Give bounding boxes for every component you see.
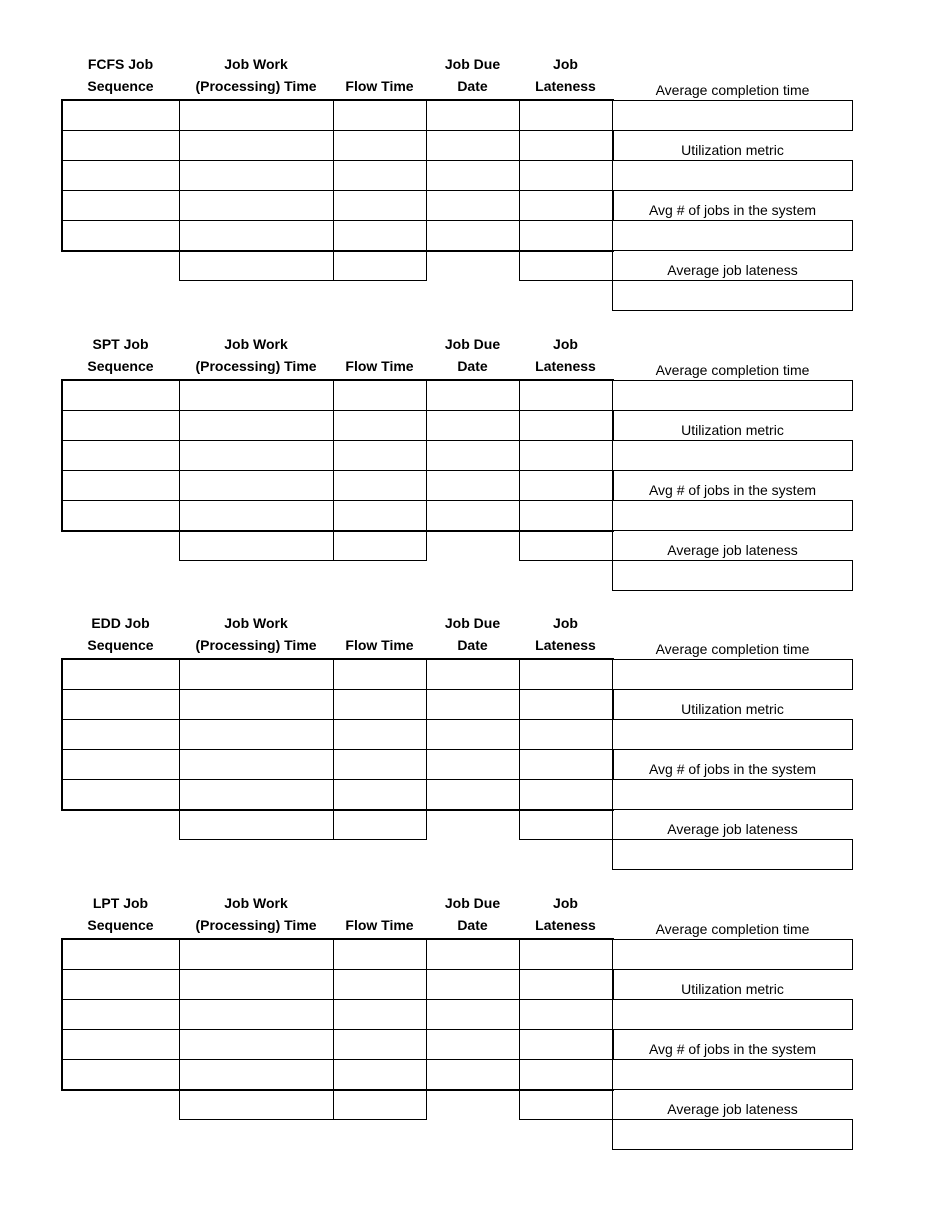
table-cell-lateness[interactable] [519, 410, 613, 441]
column-header-sequence [62, 892, 179, 936]
column-header-due-date [426, 612, 519, 656]
column-header-sequence [62, 333, 179, 377]
column-header-line: Sequence [87, 78, 154, 94]
utilization-metric-field[interactable] [612, 440, 853, 471]
column-header-line: Flow Time [345, 358, 414, 374]
average-completion-time-label: Average completion time [655, 362, 810, 378]
table-cell-work-time[interactable] [179, 659, 334, 690]
column-header-work-time [179, 612, 333, 656]
average-completion-time-field[interactable] [612, 939, 853, 970]
total-lateness-cell[interactable] [519, 1090, 613, 1120]
column-header-line: Flow Time [345, 78, 414, 94]
column-header-line: Job [553, 895, 578, 911]
table-cell-sequence[interactable] [62, 1059, 180, 1090]
table-cell-sequence[interactable] [62, 719, 180, 750]
table-cell-lateness[interactable] [519, 999, 613, 1030]
average-job-lateness-label: Average job lateness [667, 542, 798, 558]
column-header-line [333, 612, 426, 634]
table-cell-due-date[interactable] [426, 999, 520, 1030]
column-header-line: Lateness [535, 917, 596, 933]
table-cell-sequence[interactable] [62, 470, 180, 501]
table-cell-flow-time[interactable] [333, 749, 427, 780]
column-header-line [333, 892, 426, 914]
table-cell-due-date[interactable] [426, 1059, 520, 1090]
table-cell-due-date[interactable] [426, 1029, 520, 1060]
avg-jobs-in-system-field[interactable] [612, 779, 853, 810]
table-cell-work-time[interactable] [179, 779, 334, 810]
column-header-line: (Processing) Time [195, 358, 317, 374]
table-cell-lateness[interactable] [519, 969, 613, 1000]
table-cell-sequence[interactable] [62, 999, 180, 1030]
table-cell-sequence[interactable] [62, 779, 180, 810]
table-cell-sequence[interactable] [62, 380, 180, 411]
column-header-line: Lateness [535, 358, 596, 374]
average-completion-time-label: Average completion time [655, 921, 810, 937]
column-header-flow-time [333, 612, 426, 656]
table-cell-sequence[interactable] [62, 749, 180, 780]
utilization-metric-label: Utilization metric [681, 422, 784, 438]
table-cell-due-date[interactable] [426, 779, 520, 810]
table-cell-due-date[interactable] [426, 719, 520, 750]
table-cell-work-time[interactable] [179, 500, 334, 531]
average-completion-time-field[interactable] [612, 659, 853, 690]
table-cell-due-date[interactable] [426, 939, 520, 970]
total-work-time-cell[interactable] [179, 1090, 334, 1120]
table-cell-sequence[interactable] [62, 939, 180, 970]
column-header-flow-time [333, 333, 426, 377]
column-header-lateness [519, 612, 612, 656]
average-completion-time-field[interactable] [612, 380, 853, 411]
table-cell-lateness[interactable] [519, 719, 613, 750]
table-cell-sequence[interactable] [62, 689, 180, 720]
column-header-due-date [426, 333, 519, 377]
table-cell-work-time[interactable] [179, 969, 334, 1000]
table-cell-sequence[interactable] [62, 500, 180, 531]
utilization-metric-label: Utilization metric [681, 981, 784, 997]
table-cell-work-time[interactable] [179, 440, 334, 471]
avg-jobs-in-system-field[interactable] [612, 500, 853, 531]
average-completion-time-label: Average completion time [655, 641, 810, 657]
column-header-line: Flow Time [345, 917, 414, 933]
table-cell-lateness[interactable] [519, 380, 613, 411]
table-cell-lateness[interactable] [519, 689, 613, 720]
average-job-lateness-field[interactable] [612, 280, 853, 311]
table-cell-flow-time[interactable] [333, 999, 427, 1030]
table-cell-flow-time[interactable] [333, 410, 427, 441]
table-cell-lateness[interactable] [519, 779, 613, 810]
table-cell-work-time[interactable] [179, 689, 334, 720]
average-job-lateness-label: Average job lateness [667, 821, 798, 837]
column-header-line: Job Due [444, 895, 501, 911]
table-cell-due-date[interactable] [426, 470, 520, 501]
average-job-lateness-label: Average job lateness [667, 1101, 798, 1117]
table-cell-lateness[interactable] [519, 440, 613, 471]
column-header-line: Job [553, 615, 578, 631]
column-header-line: Job [553, 56, 578, 72]
table-cell-due-date[interactable] [426, 969, 520, 1000]
table-cell-lateness[interactable] [519, 939, 613, 970]
table-cell-work-time[interactable] [179, 1059, 334, 1090]
table-cell-work-time[interactable] [179, 1029, 334, 1060]
column-header-line: Lateness [535, 637, 596, 653]
average-job-lateness-field[interactable] [612, 560, 853, 591]
avg-jobs-in-system-label: Avg # of jobs in the system [648, 202, 817, 218]
table-cell-work-time[interactable] [179, 470, 334, 501]
column-header-line: Sequence [87, 358, 154, 374]
column-header-line: Job Due [444, 336, 501, 352]
table-cell-due-date[interactable] [426, 380, 520, 411]
column-header-line: Job Work [224, 56, 288, 72]
table-cell-lateness[interactable] [519, 1029, 613, 1060]
column-header-line: Job Work [224, 615, 288, 631]
table-cell-sequence[interactable] [62, 969, 180, 1000]
avg-jobs-in-system-field[interactable] [612, 1059, 853, 1090]
avg-jobs-in-system-label: Avg # of jobs in the system [648, 1041, 817, 1057]
column-header-line: Job Due [444, 615, 501, 631]
table-cell-work-time[interactable] [179, 410, 334, 441]
utilization-metric-label: Utilization metric [681, 142, 784, 158]
table-cell-flow-time[interactable] [333, 380, 427, 411]
column-header-line: Sequence [87, 917, 154, 933]
table-cell-work-time[interactable] [179, 999, 334, 1030]
table-cell-flow-time[interactable] [333, 689, 427, 720]
utilization-metric-label: Utilization metric [681, 701, 784, 717]
table-cell-work-time[interactable] [179, 719, 334, 750]
column-header-work-time [179, 892, 333, 936]
table-cell-lateness[interactable] [519, 749, 613, 780]
average-completion-time-label: Average completion time [655, 82, 810, 98]
column-header-flow-time [333, 892, 426, 936]
table-cell-lateness[interactable] [519, 1059, 613, 1090]
table-cell-lateness[interactable] [519, 500, 613, 531]
column-header-due-date [426, 892, 519, 936]
table-cell-sequence[interactable] [62, 659, 180, 690]
table-cell-flow-time[interactable] [333, 440, 427, 471]
table-cell-work-time[interactable] [179, 749, 334, 780]
column-header-lateness [519, 892, 612, 936]
average-job-lateness-label: Average job lateness [667, 262, 798, 278]
total-lateness-cell[interactable] [519, 531, 613, 561]
table-cell-flow-time[interactable] [333, 779, 427, 810]
column-header-line: Sequence [87, 637, 154, 653]
column-header-line: EDD Job [91, 615, 150, 631]
column-header-line: LPT Job [92, 895, 149, 911]
total-flow-time-cell[interactable] [333, 1090, 427, 1120]
table-cell-due-date[interactable] [426, 659, 520, 690]
column-header-line: (Processing) Time [195, 78, 317, 94]
column-header-line: SPT Job [92, 336, 149, 352]
column-header-line: Flow Time [345, 637, 414, 653]
table-cell-flow-time[interactable] [333, 969, 427, 1000]
table-cell-flow-time[interactable] [333, 470, 427, 501]
column-header-sequence [62, 612, 179, 656]
table-cell-sequence[interactable] [62, 410, 180, 441]
utilization-metric-field[interactable] [612, 719, 853, 750]
table-cell-work-time[interactable] [179, 939, 334, 970]
total-lateness-cell[interactable] [519, 810, 613, 840]
table-cell-sequence[interactable] [62, 440, 180, 471]
table-cell-due-date[interactable] [426, 749, 520, 780]
avg-jobs-in-system-label: Avg # of jobs in the system [648, 761, 817, 777]
table-cell-sequence[interactable] [62, 1029, 180, 1060]
schedule-section-lpt [0, 0, 928, 280]
table-cell-due-date[interactable] [426, 689, 520, 720]
total-work-time-cell[interactable] [179, 810, 334, 840]
average-job-lateness-field[interactable] [612, 1119, 853, 1150]
table-cell-work-time[interactable] [179, 380, 334, 411]
total-work-time-cell[interactable] [179, 531, 334, 561]
table-cell-due-date[interactable] [426, 440, 520, 471]
total-flow-time-cell[interactable] [333, 810, 427, 840]
table-cell-due-date[interactable] [426, 410, 520, 441]
avg-jobs-in-system-label: Avg # of jobs in the system [648, 482, 817, 498]
table-cell-due-date[interactable] [426, 500, 520, 531]
column-header-line: Date [457, 637, 488, 653]
column-header-line: Date [457, 78, 488, 94]
table-cell-flow-time[interactable] [333, 1029, 427, 1060]
column-header-lateness [519, 333, 612, 377]
column-header-line: Job Due [444, 56, 501, 72]
column-header-line [333, 333, 426, 355]
column-header-line: Date [457, 358, 488, 374]
column-header-line: Job Work [224, 336, 288, 352]
total-flow-time-cell[interactable] [333, 531, 427, 561]
table-cell-flow-time[interactable] [333, 659, 427, 690]
column-header-line: Job Work [224, 895, 288, 911]
column-header-line: Date [457, 917, 488, 933]
column-header-work-time [179, 333, 333, 377]
table-cell-flow-time[interactable] [333, 500, 427, 531]
table-cell-lateness[interactable] [519, 659, 613, 690]
utilization-metric-field[interactable] [612, 999, 853, 1030]
column-header-line: Job [553, 336, 578, 352]
table-cell-flow-time[interactable] [333, 719, 427, 750]
table-cell-flow-time[interactable] [333, 939, 427, 970]
column-header-line: (Processing) Time [195, 917, 317, 933]
table-cell-lateness[interactable] [519, 470, 613, 501]
average-job-lateness-field[interactable] [612, 839, 853, 870]
column-header-line: Lateness [535, 78, 596, 94]
table-cell-flow-time[interactable] [333, 1059, 427, 1090]
column-header-line: (Processing) Time [195, 637, 317, 653]
column-header-line: FCFS Job [87, 56, 154, 72]
